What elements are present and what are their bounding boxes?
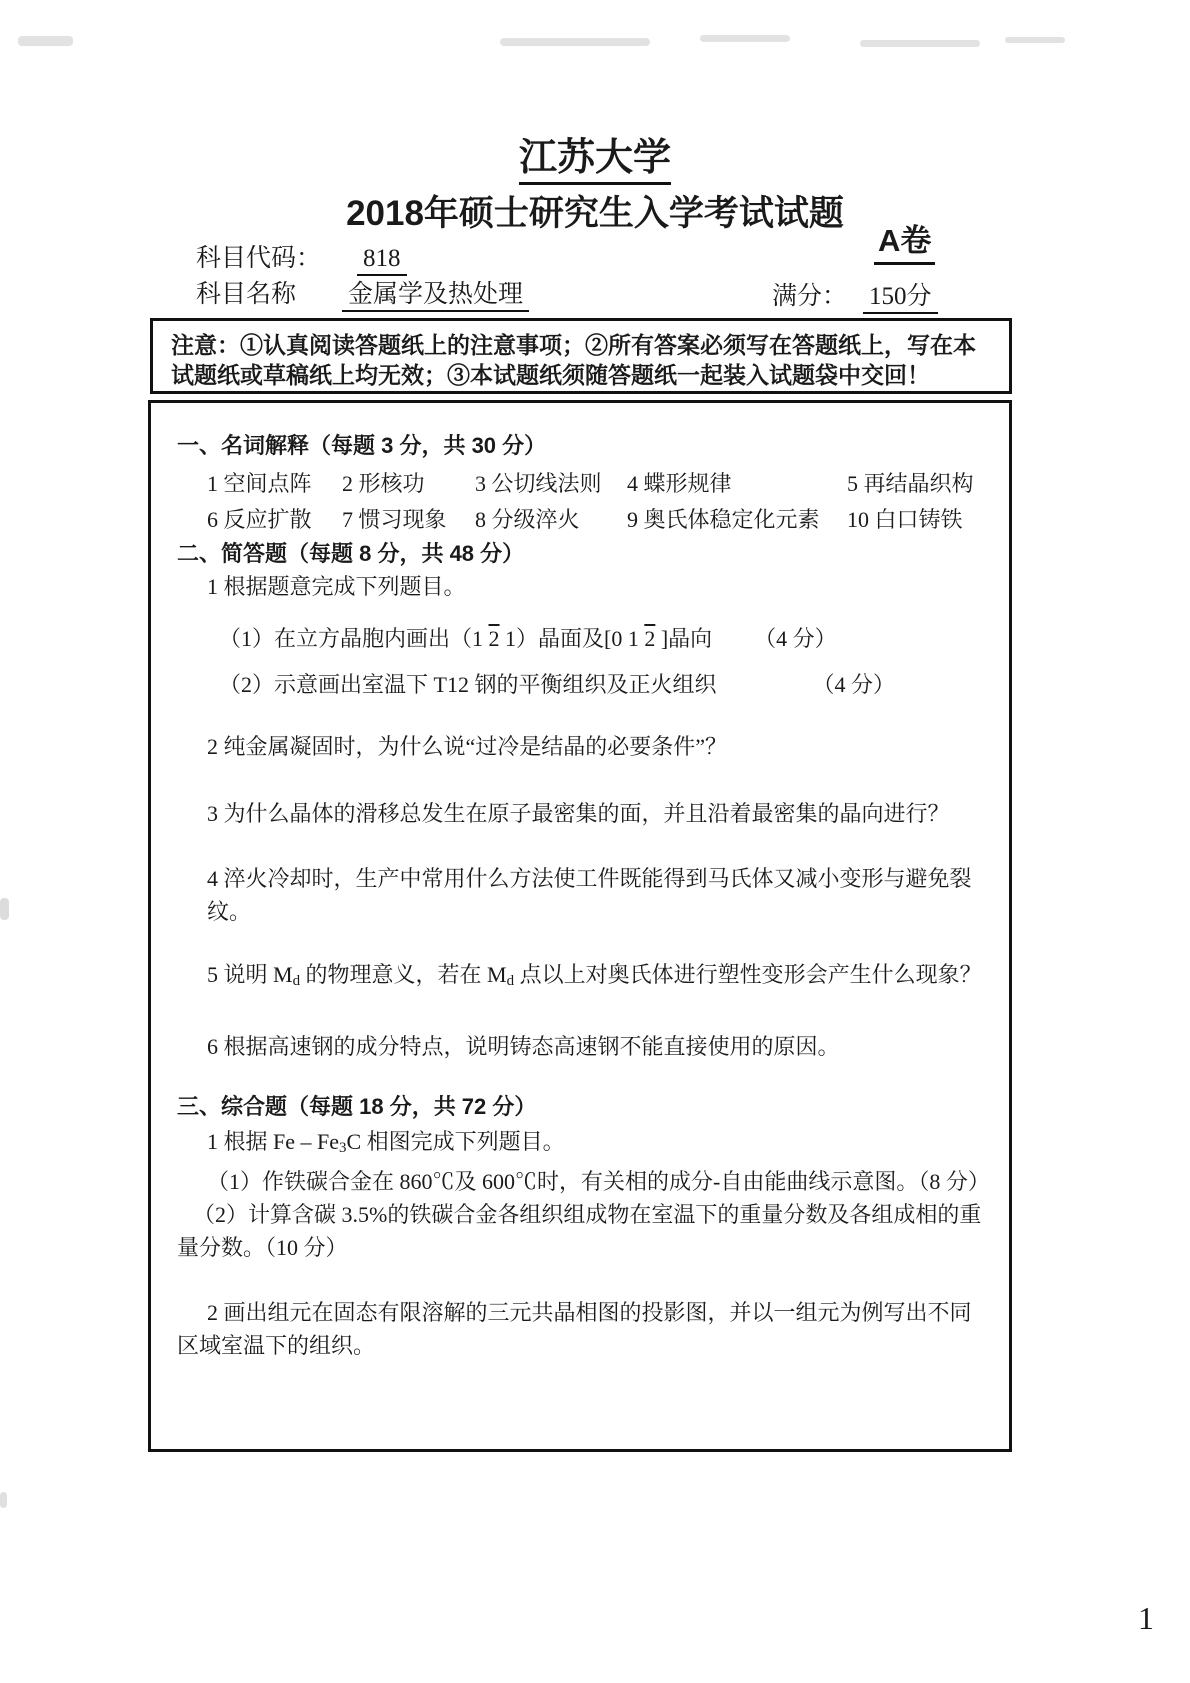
scan-artifact — [1005, 37, 1065, 43]
question-2-5 — [207, 958, 987, 998]
question-2-6: 6 根据高速钢的成分特点，说明铸态高速钢不能直接使用的原因。 — [207, 1033, 840, 1059]
question-2-1-2 — [219, 668, 987, 701]
scan-artifact — [0, 1492, 7, 1508]
question-3-1-2: （2）计算含碳 3.5%的铁碳合金各组织组成物在室温下的重量分数及各组成相的重量分数。（10 分） — [177, 1201, 982, 1260]
question-text: （1）在立方晶胞内画出（1 — [219, 626, 489, 651]
scan-artifact — [700, 35, 790, 42]
question-2-1: 1 根据题意完成下列题目。 — [207, 574, 466, 599]
term-item: 2 形核功 — [342, 471, 425, 496]
subscript-d: d — [506, 972, 515, 989]
questions-box — [148, 400, 1012, 1452]
term-item: 1 空间点阵 — [207, 471, 312, 496]
full-score-value: 150分 — [863, 283, 938, 314]
question-2-4: 4 淬火冷却时，生产中常用什么方法使工件既能得到马氏体又减小变形与避免裂纹。 — [207, 866, 972, 924]
subscript-d: d — [292, 972, 301, 989]
question-2-1-1 — [219, 622, 987, 655]
subject-name-label: 科目名称 — [196, 281, 297, 308]
section-2-title: 二、简答题（每题 8 分，共 48 分） — [177, 541, 525, 566]
score-label: （4 分） — [754, 626, 837, 651]
notice-text: 注意：①认真阅读答题纸上的注意事项；②所有答案必须写在答题纸上，写在本试题纸或草稿纸上均无效；③本试题纸须随答题纸一起装入试题袋中交回！ — [171, 332, 976, 389]
paper-version-label: A卷 — [874, 215, 935, 265]
term-item: 8 分级淬火 — [475, 507, 580, 532]
question-text: 1）晶面及[0 1 — [499, 626, 645, 651]
question-text: （2）示意画出室温下 T12 钢的平衡组织及正火组织 — [219, 672, 717, 697]
question-3-1 — [207, 1125, 987, 1165]
scan-artifact — [500, 38, 650, 46]
term-item: 3 公切线法则 — [475, 471, 602, 496]
notice-box — [150, 318, 1012, 394]
section-3-title: 三、综合题（每题 18 分，共 72 分） — [177, 1093, 537, 1119]
page-number: 1 — [1138, 1600, 1154, 1636]
university-title — [0, 126, 1190, 181]
scan-artifact — [860, 40, 980, 47]
question-text: 的物理意义，若在 M — [300, 962, 507, 987]
term-item: 6 反应扩散 — [207, 507, 312, 532]
section-1-terms — [207, 467, 987, 536]
term-item: 4 蝶形规律 — [627, 471, 732, 496]
exam-title: 2018年硕士研究生入学考试试题 — [346, 194, 844, 233]
scan-artifact — [18, 36, 73, 46]
question-2-3: 3 为什么晶体的滑移总发生在原子最密集的面，并且沿着最密集的晶向进行？ — [207, 801, 950, 826]
question-3-2: 2 画出组元在固态有限溶解的三元共晶相图的投影图，并以一组元为例写出不同区域室温下的组织。 — [177, 1299, 972, 1358]
question-text: 5 说明 M — [207, 962, 293, 987]
question-3-1-1: （1）作铁碳合金在 860℃及 600℃时，有关相的成分-自由能曲线示意图。（8 分） — [207, 1168, 990, 1194]
section-1-title: 一、名词解释（每题 3 分，共 30 分） — [177, 433, 547, 458]
full-score-row — [772, 276, 938, 312]
term-item: 7 惯习现象 — [342, 507, 447, 532]
question-text: 1 根据 Fe – Fe — [207, 1128, 340, 1154]
scan-artifact — [0, 898, 9, 920]
subject-name-value: 金属学及热处理 — [342, 281, 529, 312]
question-2-2: 2 纯金属凝固时，为什么说“过冷是结晶的必要条件”？ — [207, 734, 728, 759]
term-item: 5 再结晶织构 — [847, 471, 974, 496]
subject-code-value: 818 — [357, 245, 407, 276]
full-score-label: 满分： — [772, 283, 848, 310]
subject-name-row — [196, 274, 529, 310]
question-text: 点以上对奥氏体进行塑性变形会产生什么现象？ — [514, 962, 982, 987]
miller-index-overbar: 2 — [488, 626, 500, 651]
question-text: ]晶向 — [655, 626, 713, 651]
term-item: 10 白口铸铁 — [847, 507, 963, 532]
term-item: 9 奥氏体稳定化元素 — [627, 507, 820, 532]
university-title-text: 江苏大学 — [519, 137, 671, 185]
subject-code-row — [196, 238, 407, 274]
score-label: （4 分） — [812, 672, 895, 697]
subscript-3: 3 — [339, 1139, 347, 1156]
subject-code-label: 科目代码： — [196, 245, 322, 272]
question-text: C 相图完成下列题目。 — [346, 1128, 565, 1154]
miller-index-overbar: 2 — [644, 626, 656, 651]
